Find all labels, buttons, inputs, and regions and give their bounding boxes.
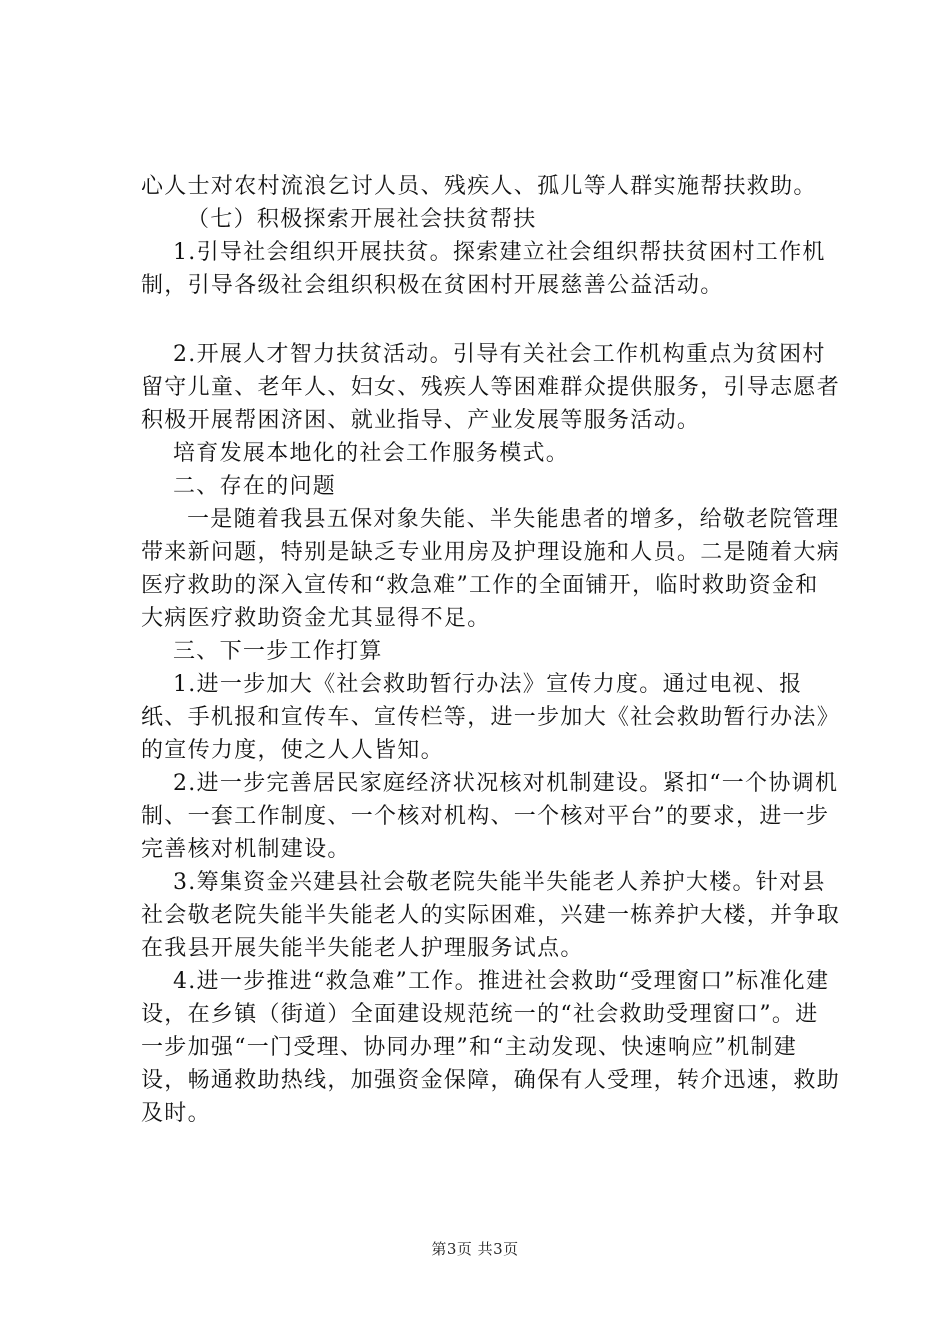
paragraph-problems: 一是随着我县五保对象失能、半失能患者的增多，给敬老院管理带来新问题，特别是缺乏专业用房及护理设施和人员。二是随着大病医疗救助的深入宣传和“救急难”工作的全面铺开，临时救助资金和大病医疗救助资金尤其显得不足。 xyxy=(141,507,841,631)
paragraph-plain: 培育发展本地化的社会工作服务模式。 xyxy=(173,441,570,466)
section-heading-next-steps: 三、下一步工作打算 xyxy=(173,639,383,664)
paragraph-step-3: 3.筹集资金兴建县社会敬老院失能半失能老人养护大楼。针对县社会敬老院失能半失能老人的实际困难，兴建一栋养护大楼，并争取在我县开展失能半失能老人护理服务试点。 xyxy=(141,870,841,961)
blank-line xyxy=(141,302,841,338)
section-heading-7: （七）积极探索开展社会扶贫帮扶 xyxy=(187,207,537,232)
paragraph-item-2: 2.开展人才智力扶贫活动。引导有关社会工作机构重点为贫困村留守儿童、老年人、妇女、残疾人等困难群众提供服务，引导志愿者积极开展帮困济困、就业指导、产业发展等服务活动。 xyxy=(141,342,841,433)
paragraph-step-2: 2.进一步完善居民家庭经济状况核对机制建设。紧扣“一个协调机制、一套工作制度、一个核对机构、一个核对平台”的要求，进一步完善核对机制建设。 xyxy=(141,771,839,862)
section-heading-problems: 二、存在的问题 xyxy=(173,474,337,499)
paragraph-step-1: 1.进一步加大《社会救助暂行办法》宣传力度。通过电视、报纸、手机报和宣传车、宣传栏等，进一步加大《社会救助暂行办法》的宣传力度，使之人人皆知。 xyxy=(141,672,841,763)
paragraph-step-4: 4.进一步推进“救急难”工作。推进社会救助“受理窗口”标准化建设，在乡镇（街道）全面建设规范统一的“社会救助受理窗口”。进一步加强“一门受理、协同办理”和“主动发现、快速响应”机制建设，畅通救助热线，加强资金保障，确保有人受理，转介迅速，救助及时。 xyxy=(141,969,841,1126)
page-number-footer: 第3页 共3页 xyxy=(431,1240,519,1258)
paragraph-item-1: 1.引导社会组织开展扶贫。探索建立社会组织帮扶贫困村工作机制，引导各级社会组织积极在贫困村开展慈善公益活动。 xyxy=(141,240,826,298)
document-body xyxy=(141,170,841,1130)
paragraph-continuation: 心人士对农村流浪乞讨人员、残疾人、孤儿等人群实施帮扶救助。 xyxy=(141,174,817,199)
